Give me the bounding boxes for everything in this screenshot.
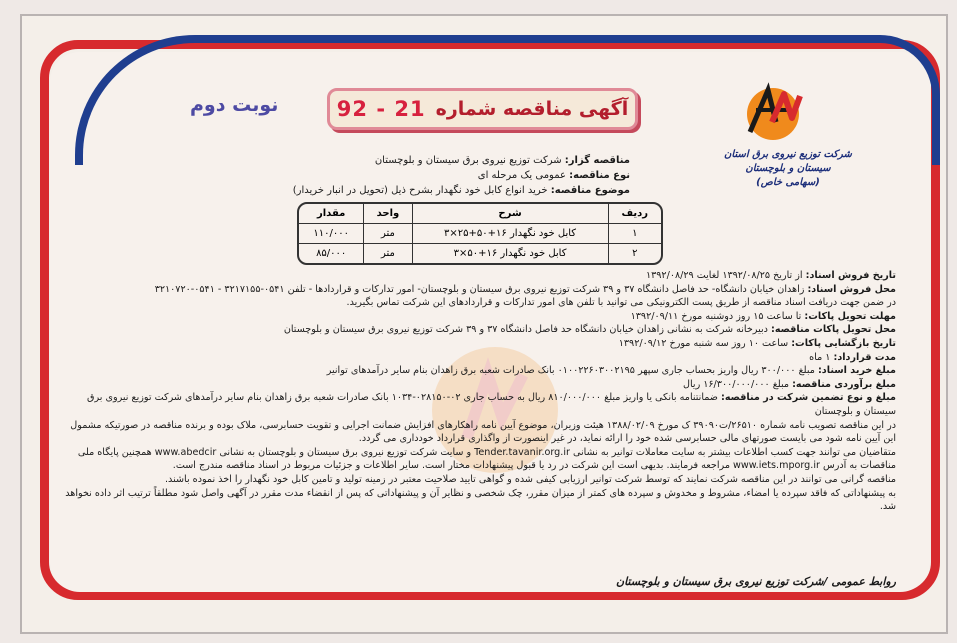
organizer-value: شرکت توزیع نیروی برق سیستان و بلوچستان <box>374 155 562 166</box>
second-round-badge: نوبت دوم <box>190 94 279 116</box>
estimate-label: مبلغ برآوردی مناقصه: <box>792 378 896 390</box>
tender-title <box>327 88 638 130</box>
table-header-row <box>299 204 661 224</box>
deadline-line <box>62 310 896 324</box>
cell-description: کابل خود نگهدار ۱۶+۵۰+۲۵×۳ <box>412 224 608 244</box>
guarantee-line <box>62 391 896 418</box>
table-row <box>299 244 661 263</box>
doc-price-value: مبلغ ۳۰۰/۰۰۰ ریال واریز بحساب جاری سپهر ۰۱۰۰۲۲۶۰۳۰۰۲۱۹۵ بانک صادرات شعبه برق زاهدان بنام سایر درآمدهای توانیر <box>326 365 815 377</box>
guarantee-value: ضمانتنامه بانکی یا واریز مبلغ ۸۱۰/۰۰۰/۰۰۰ ریال به حساب جاری ۰۲-۰۲۸۱۵۰-۱۰۳۴ بانک صادرات شعبه برق زاهدان بنام سایر درآمدهای شرکت توزیع نیروی برق سیستان و بلوچستان <box>87 392 896 417</box>
type-label: نوع مناقصه: <box>569 170 630 181</box>
cell-unit: متر <box>363 224 411 244</box>
doc-price-line <box>62 364 896 378</box>
subject-label: موضوع مناقصه: <box>550 185 630 196</box>
company-logo-icon <box>728 82 808 144</box>
deadline-value: تا ساعت ۱۵ روز دوشنبه مورخ ۱۳۹۲/۰۹/۱۱ <box>630 310 802 322</box>
sale-date-value: از تاریخ ۱۳۹۲/۰۸/۲۵ لغایت ۱۳۹۲/۰۸/۲۹ <box>645 270 803 281</box>
cell-row-number: ۲ <box>608 244 661 263</box>
doc-price-label: مبلغ خرید اسناد: <box>817 365 896 377</box>
sale-place-label: محل فروش اسناد: <box>807 283 896 295</box>
sale-date-label: تاریخ فروش اسناد: <box>805 270 896 281</box>
type-line <box>280 168 630 183</box>
duration-label: مدت قرارداد: <box>833 351 896 363</box>
organizer-label: مناقصه گزار: <box>564 155 630 166</box>
estimate-line <box>62 378 896 392</box>
delivery-place-label: محل تحویل پاکات مناقصه: <box>770 324 896 336</box>
opening-label: تاریخ بازگشایی پاکات: <box>791 337 896 349</box>
col-unit-header: واحد <box>363 204 411 224</box>
sale-date-line <box>62 269 896 283</box>
col-description-header: شرح <box>412 204 608 224</box>
delivery-place-line <box>62 323 896 337</box>
tender-number: 21 - 92 <box>336 97 426 121</box>
deadline-label: مهلت تحویل پاکات: <box>804 310 896 322</box>
company-name-line1: شرکت توزیع نیروی برق استان سیستان و بلوچستان <box>724 149 852 174</box>
cell-quantity: ۸۵/۰۰۰ <box>316 248 347 259</box>
rejection-paragraph: به پیشنهاداتی که فاقد سپرده یا امضاء، مشروط و مخدوش و سپرده های کمتر از میزان مقرر، چک شخصی و نظایر آن و پیشنهاداتی که پس از انقضاء مدت مقرر در آگهی واصل شود مطلقاً ترتیب اثر داده نخواهد شد. <box>65 487 896 513</box>
delivery-place-value: دبیرخانه شرکت به نشانی زاهدان خیابان دانشگاه حد فاصل دانشگاه ۳۷ و ۳۹ شرکت توزیع نیروی برق سیستان و بلوچستان <box>283 324 768 336</box>
duration-value: ۱ ماه <box>809 351 831 363</box>
public-relations-signature: روابط عمومی /شرکت توزیع نیروی برق سیستان و بلوچستان <box>616 575 896 588</box>
subject-value: خرید انواع کابل خود نگهدار بشرح ذیل (تحویل در انبار خریدار) <box>292 185 548 196</box>
sale-place-line <box>62 283 896 297</box>
tender-header-info <box>280 153 630 198</box>
estimate-value: مبلغ ۱۶/۳۰۰/۰۰۰/۰۰۰ ریال <box>683 378 790 390</box>
guarantee-label: مبلغ و نوع تضمین شرکت در مناقصه: <box>721 392 896 404</box>
cell-unit: متر <box>363 244 411 263</box>
duration-line <box>62 351 896 365</box>
cell-description: کابل خود نگهدار ۱۶+۵۰×۳ <box>412 244 608 263</box>
tender-details <box>62 269 896 514</box>
col-quantity-header: مقدار <box>299 204 363 224</box>
sale-note: در ضمن جهت دریافت اسناد مناقصه از طریق پست الکترونیکی می توانید با تلفن های امور تدارکات و قراردادهای این شرکت تماس بگیرید. <box>346 297 896 309</box>
company-name <box>723 148 853 190</box>
col-row-header: ردیف <box>608 204 661 224</box>
opening-line <box>62 337 896 351</box>
table-row <box>299 224 661 244</box>
opening-value: ساعت ۱۰ روز سه شنبه مورخ ۱۳۹۲/۰۹/۱۲ <box>618 337 789 349</box>
websites-paragraph: متقاضیان می توانند جهت کسب اطلاعات بیشتر به سایت معاملات توانیر به نشانی Tender.tavanir.org.ir و سایت شرکت توزیع نیروی برق سیستان و بلوچستان به نشانی www.abedcir همچنین پایگاه ملی مناقصات به آدرس www.iets.mporg.ir مراجعه فرمایند. بدیهی است این شرکت در رد یا قبول پیشنهادات مختار است. سایر اطلاعات و جزئیات مربوط در اسناد مناقصه مندرج است. <box>77 446 896 472</box>
type-value: عمومی یک مرحله ای <box>477 170 566 181</box>
company-name-line2: (سهامی خاص) <box>756 177 820 188</box>
regulation-paragraph: در این مناقصه تصویب نامه شماره ۲۶۵۱۰/ت۳۹۰۹۰ ک مورخ ۱۳۸۸/۰۲/۰۹ هیئت وزیران، موضوع آیین نامه راهکارهای افزایش ضمانت اجرایی و تقویت حسابرسی، ملاک بوده و برنده مناقصه در صورتیکه مشمول این آیین نامه شود می بایست صورتهای مالی حسابرسی شده خود را ارائه نماید، در غیر اینصورت از واگذاری قرارداد خودداری می گردد. <box>70 419 896 445</box>
sale-place-value: زاهدان خیابان دانشگاه- حد فاصل دانشگاه ۳۷ و ۳۹ شرکت توزیع نیروی برق سیستان و بلوچستان- امور تدارکات و قراردادها - تلفن ۰۵۴۱-۳۲۱۷۱۵۵ - ۰۵۴۱-۳۲۱۰۷۲۰ <box>154 283 805 295</box>
tender-title-text: آگهی مناقصه شماره <box>435 98 629 120</box>
organizer-line <box>280 153 630 168</box>
cell-quantity: ۱۱۰/۰۰۰ <box>299 224 363 244</box>
items-table <box>297 202 663 265</box>
cell-row-number: ۱ <box>608 224 661 244</box>
subject-line <box>280 183 630 198</box>
qualification-paragraph: مناقصه گرانی می توانند در این مناقصه شرکت نمایند که توسط شرکت توانیر ارزیابی کیفی شده و گواهی تایید صلاحیت معتبر در زمینه تولید و تامین کابل خود نگهدار را اخذ نموده باشند. <box>165 473 896 485</box>
